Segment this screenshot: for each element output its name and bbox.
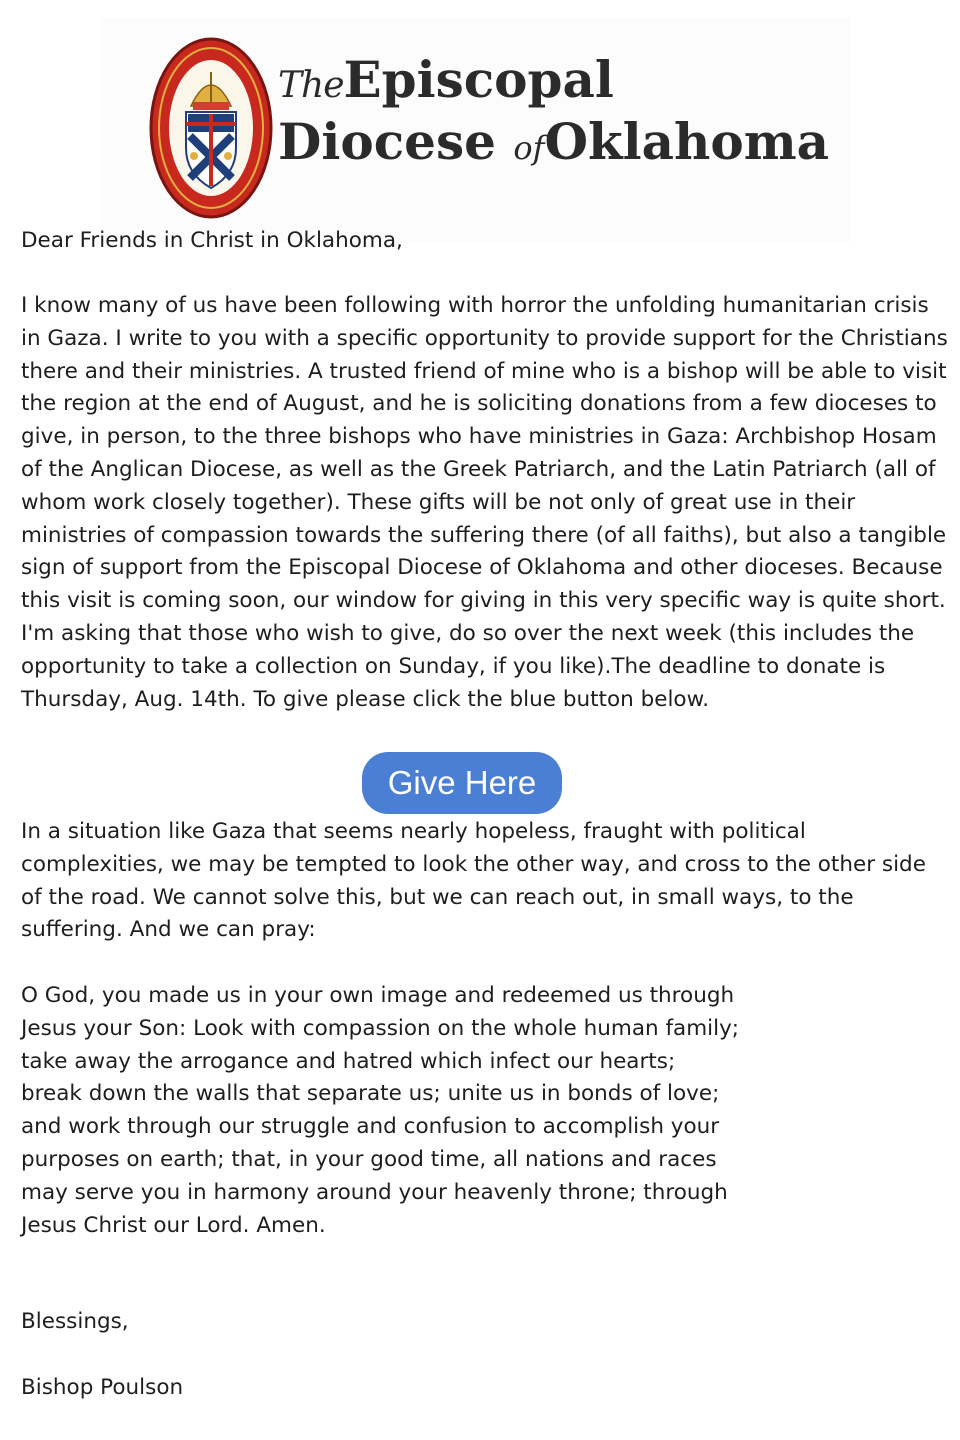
diocese-wordmark — [278, 50, 830, 171]
give-here-button[interactable]: Give Here — [362, 752, 562, 814]
situation-paragraph: In a situation like Gaza that seems nearly hopeless, fraught with political complexities, we may be tempted to look the other way, and cross to the other side of the road. We cannot solve this, but we can reach out, in small ways, to the suffering. And we can pray: — [21, 819, 926, 943]
brand-episcopal: Episcopal — [343, 50, 614, 109]
brand-diocese: Diocese — [278, 112, 496, 171]
brand-the: The — [278, 65, 344, 106]
letter-signature: Bishop Poulson — [21, 1375, 184, 1400]
brand-of: of — [513, 129, 545, 167]
diocese-seal-logo — [148, 36, 274, 220]
letter-body-paragraph: I know many of us have been following with horror the unfolding humanitarian crisis in Gaza. I write to you with a specific opportunity to provide support for the Christians there and their ministries. A trusted friend of mine who is a bishop will be able to visit the region at the end of August, and he is soliciting donations from a few dioceses to give, in person, to the three bishops who have ministries in Gaza: Archbishop Hosam of the Anglican Diocese, as well as the Greek Patriarch, and the Latin Patriarch (all of whom work closely together). These gifts will be not only of great use in their ministries of compassion towards the suffering there (of all faiths), but also a tangible sign of support from the Episcopal Diocese of Oklahoma and other dioceses. Because this visit is coming soon, our window for giving in this very specific way is quite short. I'm asking that those who wish to give, do so over the next week (this includes the opportunity to take a collection on Sunday, if you like).The deadline to donate is Thursday, Aug. 14th. To give please click the blue button below. — [21, 293, 948, 712]
letter-greeting: Dear Friends in Christ in Oklahoma, — [21, 228, 403, 253]
prayer-paragraph: O God, you made us in your own image and redeemed us through Jesus your Son: Look with compassion on the whole human family; take away the arrogance and hatred which infect our hearts; break down the walls that separate us; unite us in bonds of love; and work through our struggle and confusion to accomplish your purposes on earth; that, in your good time, all nations and races may serve you in harmony around your heavenly throne; through Jesus Christ our Lord. Amen. — [21, 983, 740, 1238]
letter-closing: Blessings, — [21, 1309, 129, 1334]
brand-oklahoma: Oklahoma — [544, 112, 830, 171]
